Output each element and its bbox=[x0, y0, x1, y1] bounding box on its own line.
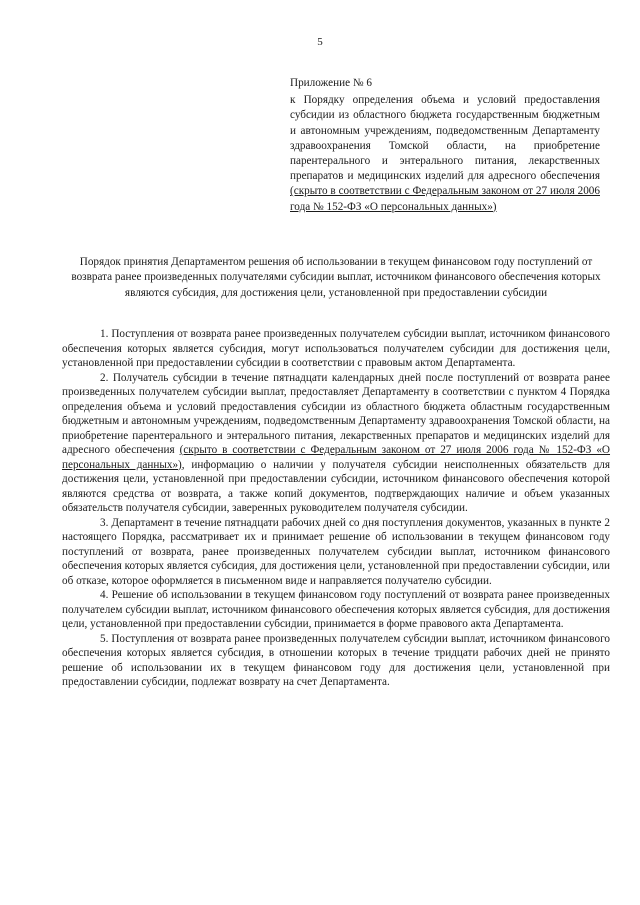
appendix-text bbox=[290, 93, 600, 215]
paragraph-1: 1. Поступления от возврата ранее произведенных получателем субсидии выплат, источником финансового обеспечения которых является субсидия, могут использоваться получателем субсидии для достижения цели, установленной при предоставлении субсидии в соответствии с правовым актом Департамента. bbox=[62, 328, 610, 369]
page-number: 5 bbox=[317, 36, 323, 48]
document-title: Порядок принятия Департаментом решения об использовании в текущем финансовом году поступлений от возврата ранее произведенных получателями субсидии выплат, источником финансового обеспечения которых являются субсидия, для достижения цели, установленной при предоставлении субсидии bbox=[71, 256, 601, 299]
paragraph-3: 3. Департамент в течение пятнадцати рабочих дней со дня поступления документов, указанных в пункте 2 настоящего Порядка, рассматривает их и принимает решение об использовании в текущем финансовом году поступлений от возврата, ранее произведенных получателем субсидии выплат, источником финансового обеспечения которых является субсидия, для достижения цели, установленной при предоставлении субсидии, или об отказе, которое оформляется в письменном виде и направляется получателю субсидии. bbox=[62, 516, 610, 587]
paragraph-2-end: , информацию о наличии у получателя субсидии неисполненных обязательств для достижения цели, установленной при предоставлении субсидии, источником финансового обеспечения которой являются средства от возврата, а также копий документов, подтверждающих наличие и объем указанных обязательств получателя субсидии, заверенных руководителем получателя субсидии. bbox=[62, 458, 610, 514]
appendix-body: к Порядку определения объема и условий предоставления субсидии из областного бюджета государственным бюджетным и автономным учреждениям, подведомственным Департаменту здравоохранения Томской области, на приобретение парентерального и энтерального питания, лекарственных препаратов и медицинских изделий для адресного обеспечения bbox=[290, 94, 600, 183]
paragraph-2-hidden-note: (скрыто в соответствии с Федеральным законом от 27 июля 2006 года № 152-ФЗ «О персональных данных») bbox=[62, 444, 611, 471]
paragraph-2-start: 2. Получатель субсидии в течение пятнадцати календарных дней после поступлений от возврата ранее произведенных получателем субсидии выплат, предоставляет Департаменту в соответствии с пунктом 4 Порядка определения объема и условий предоставления субсидии из областного бюджета областным государственным бюджетным и автономным учреждениям, подведомственным Департаменту здравоохранения Томской области, на приобретение парентерального и энтерального питания, лекарственных препаратов и медицинских изделий для адресного обеспечения bbox=[62, 371, 610, 456]
paragraph-4: 4. Решение об использовании в текущем финансовом году поступлений от возврата ранее произведенных получателем субсидии выплат, источником финансового обеспечения которых является субсидия, для достижения цели, установленной при предоставлении субсидии, принимается в форме правового акта Департамента. bbox=[62, 589, 610, 630]
document-body bbox=[62, 327, 610, 690]
paragraph-2 bbox=[62, 371, 610, 516]
appendix-hidden-note: (скрыто в соответствии с Федеральным законом от 27 июля 2006 года № 152-ФЗ «О персональных данных») bbox=[290, 185, 600, 213]
paragraph-5: 5. Поступления от возврата ранее произведенных получателем субсидии выплат, источником финансового обеспечения которых является субсидия, в отношении которых в течение тридцати рабочих дней не принято решение об использовании их в текущем финансовом году для достижения цели, установленной при предоставлении субсидии, подлежат возврату на счет Департамента. bbox=[62, 632, 610, 688]
appendix-title: Приложение № 6 bbox=[290, 77, 372, 89]
appendix-block bbox=[290, 76, 600, 215]
